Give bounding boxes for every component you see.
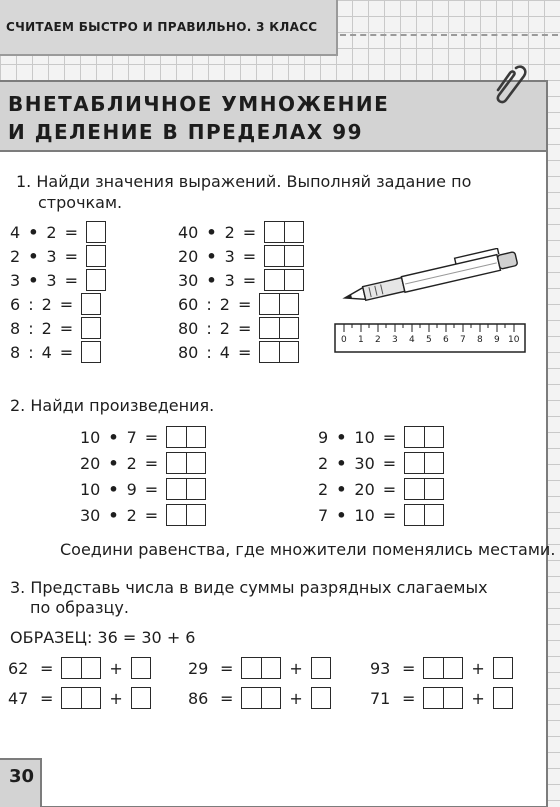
task1-left-row: 6 : 2 = (10, 292, 106, 316)
answer-box[interactable] (404, 504, 444, 526)
pen-illustration (338, 248, 524, 304)
task3-instruction-line1: 3. Представь числа в виде суммы разрядных слагаемых (10, 578, 488, 597)
answer-box[interactable] (131, 687, 151, 709)
task3-row: 47 = + (8, 686, 151, 710)
task1-left-column (10, 220, 106, 364)
task2-instruction: Соедини равенства, где множители поменялись местами. (60, 540, 556, 559)
answer-box[interactable] (86, 269, 106, 291)
answer-box[interactable] (86, 245, 106, 267)
task3-row: 86 = + (188, 686, 331, 710)
answer-box[interactable] (241, 657, 281, 679)
task1-right-row: 80 : 2 = (178, 316, 304, 340)
task1-right-column (178, 220, 304, 364)
answer-box[interactable] (259, 317, 299, 339)
task1-right-row: 30 • 3 = (178, 268, 304, 292)
ruler-tick-label: 7 (460, 335, 466, 345)
task3-row: 62 = + (8, 656, 151, 680)
answer-box[interactable] (404, 452, 444, 474)
answer-box[interactable] (493, 657, 513, 679)
task2-right-row: 2 • 20 = (318, 476, 444, 502)
task1-right-row: 20 • 3 = (178, 244, 304, 268)
task3-row: 29 = + (188, 656, 331, 680)
answer-box[interactable] (81, 317, 101, 339)
ruler-tick-label: 9 (494, 335, 500, 345)
answer-box[interactable] (166, 452, 206, 474)
task1-left-row: 8 : 2 = (10, 316, 106, 340)
task2-right-row: 2 • 30 = (318, 450, 444, 476)
page-number: 30 (9, 766, 35, 787)
answer-box[interactable] (493, 687, 513, 709)
task2-right-row: 9 • 10 = (318, 424, 444, 450)
answer-box[interactable] (264, 269, 304, 291)
ruler-tick-label: 3 (392, 335, 398, 345)
book-title: СЧИТАЕМ БЫСТРО И ПРАВИЛЬНО. 3 КЛАСС (6, 20, 318, 34)
ruler-illustration (334, 323, 526, 353)
answer-box[interactable] (311, 687, 331, 709)
ruler-tick-label: 4 (409, 335, 415, 345)
paperclip-icon (486, 62, 530, 106)
answer-box[interactable] (241, 687, 281, 709)
answer-box[interactable] (81, 293, 101, 315)
lesson-title-line2: И ДЕЛЕНИЕ В ПРЕДЕЛАХ 99 (8, 120, 364, 144)
task2-title: 2. Найди произведения. (10, 396, 215, 415)
task3-row: 71 = + (370, 686, 513, 710)
ruler-tick-label: 2 (375, 335, 381, 345)
answer-box[interactable] (131, 657, 151, 679)
answer-box[interactable] (86, 221, 106, 243)
ruler-tick-label: 5 (426, 335, 432, 345)
task1-left-row: 3 • 3 = (10, 268, 106, 292)
answer-box[interactable] (166, 504, 206, 526)
answer-box[interactable] (264, 221, 304, 243)
answer-box[interactable] (264, 245, 304, 267)
task1-left-row: 8 : 4 = (10, 340, 106, 364)
task3-row: 93 = + (370, 656, 513, 680)
header-dashed-line (340, 34, 558, 36)
answer-box[interactable] (311, 657, 331, 679)
task3-instruction-line2: по образцу. (30, 598, 129, 617)
task2-left-column (80, 424, 206, 528)
answer-box[interactable] (166, 426, 206, 448)
task1-left-row: 2 • 3 = (10, 244, 106, 268)
ruler-tick-label: 10 (508, 335, 520, 345)
task1-instruction-line1: 1. Найди значения выражений. Выполняй задание по (16, 172, 472, 191)
task2-left-row: 20 • 2 = (80, 450, 206, 476)
task1-left-row: 4 • 2 = (10, 220, 106, 244)
answer-box[interactable] (404, 426, 444, 448)
ruler-tick-label: 6 (443, 335, 449, 345)
task2-left-row: 10 • 7 = (80, 424, 206, 450)
task1-instruction-line2: строчкам. (38, 193, 123, 212)
task2-left-row: 10 • 9 = (80, 476, 206, 502)
answer-box[interactable] (404, 478, 444, 500)
answer-box[interactable] (423, 687, 463, 709)
ruler-tick-label: 8 (477, 335, 483, 345)
task1-right-row: 40 • 2 = (178, 220, 304, 244)
answer-box[interactable] (166, 478, 206, 500)
task1-right-row: 80 : 4 = (178, 340, 304, 364)
ruler-tick-label: 1 (358, 335, 364, 345)
answer-box[interactable] (61, 657, 101, 679)
ruler-tick-label: 0 (341, 335, 347, 345)
answer-box[interactable] (81, 341, 101, 363)
task2-left-row: 30 • 2 = (80, 502, 206, 528)
answer-box[interactable] (259, 293, 299, 315)
task2-right-row: 7 • 10 = (318, 502, 444, 528)
task1-right-row: 60 : 2 = (178, 292, 304, 316)
answer-box[interactable] (61, 687, 101, 709)
answer-box[interactable] (423, 657, 463, 679)
task2-right-column (318, 424, 444, 528)
answer-box[interactable] (259, 341, 299, 363)
lesson-title-line1: ВНЕТАБЛИЧНОЕ УМНОЖЕНИЕ (8, 92, 390, 116)
task3-sample: ОБРАЗЕЦ: 36 = 30 + 6 (10, 628, 196, 647)
